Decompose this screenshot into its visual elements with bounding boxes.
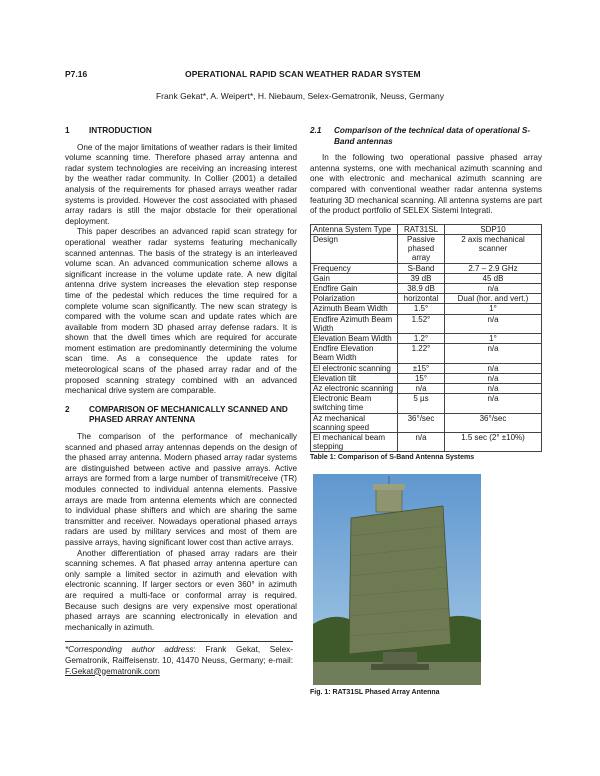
footnote-label: *Corresponding author address [65, 645, 194, 655]
table-row [311, 263, 542, 273]
table-cell: Elevation Beam Width [311, 333, 398, 343]
table-cell: S-Band [398, 263, 445, 273]
table-row [311, 294, 542, 304]
table-cell: n/a [445, 283, 542, 293]
table-cell: 38.9 dB [398, 283, 445, 293]
table-cell: Electronic Beam switching time [311, 394, 398, 413]
table-cell: 1.2° [398, 333, 445, 343]
table-cell: 1.5 sec (2° ±10%) [445, 433, 542, 452]
table-cell: Dual (hor. and vert.) [445, 294, 542, 304]
table-row [311, 394, 542, 413]
table-row [311, 283, 542, 293]
table-cell: Antenna System Type [311, 224, 398, 234]
section-1-heading [65, 126, 297, 137]
table-cell: El mechanical beam stepping [311, 433, 398, 452]
section-2-1-heading [310, 126, 542, 147]
paper-code: P7.16 [65, 69, 88, 79]
paragraph: The comparison of the performance of mechanically scanned and phased array antennas depends on the design of the phased array antenna. Modern phased array radar systems are distinguished between active and passive arrays. Active arrays are formed from a large number of transmit/receive (TR) modules connected to individual antenna elements. Passive arrays are made from antenna elements which are connected to individual phase shifters and which are sharing the same transmitter and receiver. Nowadays operational phased arrays radars are used by military services and most of them are passive arrays, having significant lower cost than active arrays. [65, 432, 297, 547]
paragraph: This paper describes an advanced rapid scan strategy for operational weather radar systems featuring mechanically scanned antennas. The basis of the strategy is an interleaved volume scan. An advanced communication scheme allows a significant increase in the volume update rate. A new digital antenna drive system increases the elevation step response time of the pedestal which reduces the time required for a complete volume scan significantly. The new scan strategy is compared with the volume scan and update rates which are available from modern 3D phased array defense radars. It is shown that the dwell times which are required for accurate moment estimation are predominantly determining the volume scan time. As a consequence the update rates for meteorological scans of the phased array radar and of the proposed scanning strategy combined with an advanced mechanical drive system are comparable. [65, 227, 297, 396]
table-row [311, 333, 542, 343]
table-cell: n/a [445, 394, 542, 413]
table-cell: Elevation tilt [311, 373, 398, 383]
table-cell: n/a [445, 384, 542, 394]
table-cell: n/a [445, 344, 542, 363]
table-row [311, 273, 542, 283]
table-cell: 2 axis mechanical scanner [445, 234, 542, 263]
table-row [311, 344, 542, 363]
table-cell: n/a [445, 314, 542, 333]
table-row [311, 363, 542, 373]
figure-caption: Fig. 1: RAT31SL Phased Array Antenna [310, 689, 440, 697]
table-row [311, 413, 542, 432]
table-cell: ±15° [398, 363, 445, 373]
table-cell: n/a [398, 384, 445, 394]
table-cell: 1° [445, 333, 542, 343]
table-cell: Design [311, 234, 398, 263]
paper-authors: Frank Gekat*, A. Weipert*, H. Niebaum, Selex-Gematronik, Neuss, Germany [155, 91, 444, 101]
table-row [311, 384, 542, 394]
table-cell: 36°/sec [398, 413, 445, 432]
table-cell: El electronic scanning [311, 363, 398, 373]
section-number: 2 [65, 404, 70, 414]
table-cell: Azimuth Beam Width [311, 304, 398, 314]
table-cell: 2.7 – 2.9 GHz [445, 263, 542, 273]
table-row [311, 304, 542, 314]
table-row [311, 234, 542, 263]
section-title: Comparison of the technical data of operational S-Band antennas [334, 126, 531, 146]
table-cell: Polarization [311, 294, 398, 304]
radar-antenna-photo [313, 474, 481, 685]
section-number: 2.1 [310, 126, 322, 135]
table-cell: SDP10 [445, 224, 542, 234]
table-cell: 15° [398, 373, 445, 383]
table-cell: Az electronic scanning [311, 384, 398, 394]
table-row [311, 314, 542, 333]
footnote [65, 641, 293, 677]
table-cell: n/a [445, 363, 542, 373]
table-cell: RAT31SL [398, 224, 445, 234]
antenna-comparison-table [310, 224, 542, 453]
table-cell: horizontal [398, 294, 445, 304]
section-title: INTRODUCTION [89, 126, 152, 135]
right-column [310, 126, 542, 699]
paper-title: OPERATIONAL RAPID SCAN WEATHER RADAR SYSTEM [185, 69, 421, 79]
table-cell: 1.52° [398, 314, 445, 333]
table-cell: 39 dB [398, 273, 445, 283]
section-2-heading [65, 405, 297, 426]
section-title: COMPARISON OF MECHANICALLY SCANNED AND PHASED ARRAY ANTENNA [89, 404, 288, 425]
section-number: 1 [65, 126, 70, 135]
table-cell: n/a [398, 433, 445, 452]
paragraph: Another differentiation of phased array radars are their scanning schemes. A flat phased array antenna aperture can only sample a limited sector in azimuth and elevation with electronic scanning. If larger sectors or even 360° in azimuth are required a multi-face or conformal array is required. Because such designs are very expensive most operational phased arrays are scanning electronically in elevation and mechanically in azimuth. [65, 548, 297, 632]
table-cell: Gain [311, 273, 398, 283]
table-cell: Endfire Elevation Beam Width [311, 344, 398, 363]
table-header-row [311, 224, 542, 234]
table-cell: 1° [445, 304, 542, 314]
footnote-body: : Frank Gekat, Selex-Gematronik, Raiffeisenstr. 10, 41470 Neuss, Germany; e-mail: [65, 645, 293, 665]
table-cell: 1.5° [398, 304, 445, 314]
left-column [65, 126, 297, 677]
table-caption: Table 1: Comparison of S-Band Antenna Systems [310, 454, 475, 462]
table-cell: n/a [445, 373, 542, 383]
table-cell: Passive phased array [398, 234, 445, 263]
table-cell: Frequency [311, 263, 398, 273]
email-link[interactable]: F.Gekat@gematronik.com [65, 666, 160, 676]
table-cell: Endfire Azimuth Beam Width [311, 314, 398, 333]
table-cell: 1.22° [398, 344, 445, 363]
table-cell: Az mechanical scanning speed [311, 413, 398, 432]
paragraph: In the following two operational passive phased array antenna systems, one with mechanical azimuth scanning and one with electronic and mechanical azimuth scanning are compared with conventional weather radar antenna systems featuring 3D mechanical scanning. All antenna systems are part of the product portfolio of SELEX Sistemi Integrati. [310, 153, 542, 216]
table-cell: 5 µs [398, 394, 445, 413]
table-row [311, 373, 542, 383]
table-cell: Endfire Gain [311, 283, 398, 293]
table-cell: 45 dB [445, 273, 542, 283]
table-row [311, 433, 542, 452]
table-cell: 36°/sec [445, 413, 542, 432]
paragraph: One of the major limitations of weather radars is their limited volume scanning time. Therefore phased array antenna and radar system technologies are receiving an increasing interest by the weather radar community. In Collier (2001) a detailed analysis of the requirements for phased arrays weather radar systems is provided. However the cost associated with phased array radars is still the major obstacle for their operational deployment. [65, 142, 297, 226]
